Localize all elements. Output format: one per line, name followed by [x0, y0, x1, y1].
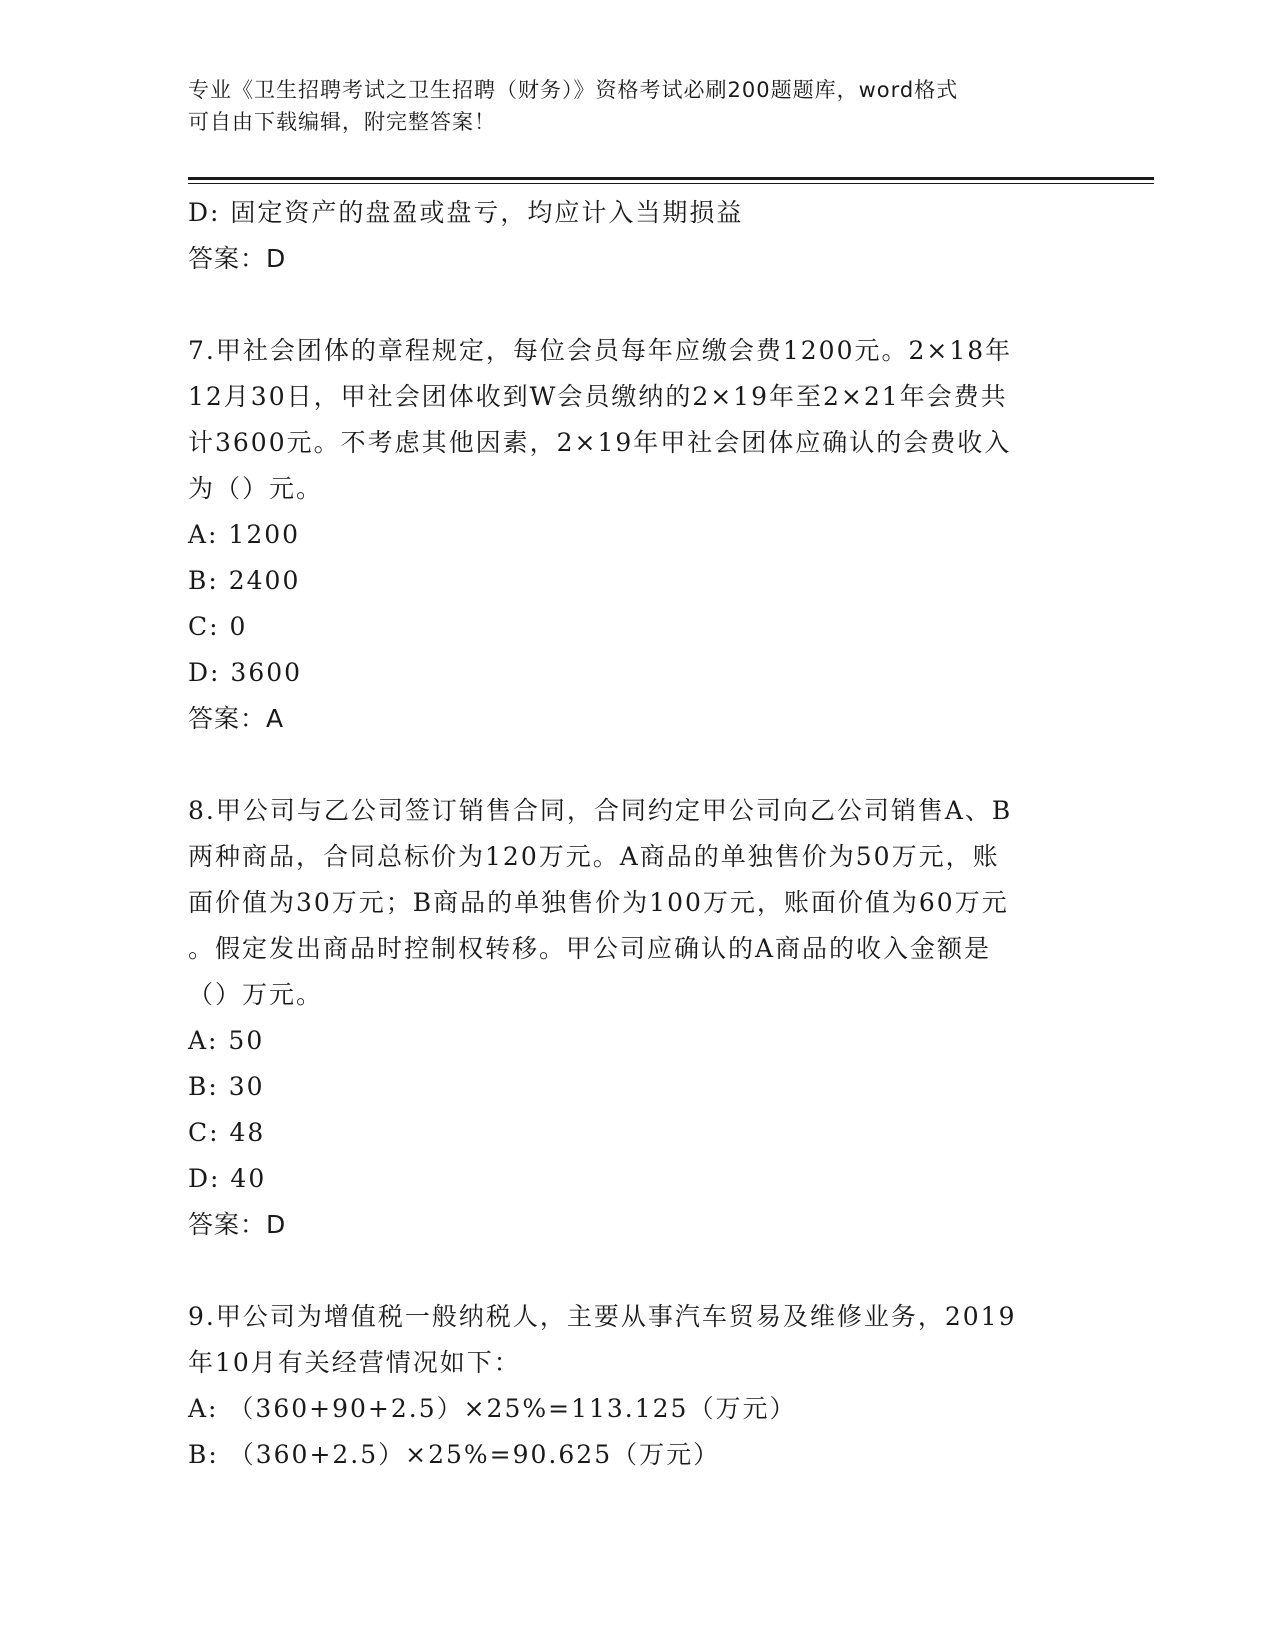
question-7 [188, 328, 1088, 742]
option-a: A: 1200 [188, 520, 301, 549]
option-a: A: （360+90+2.5）×25%=113.125（万元） [188, 1394, 797, 1423]
question-stem-line: 12月30日，甲社会团体收到W会员缴纳的2×19年至2×21年会费共 [188, 382, 1008, 411]
question-stem-line: 为（）元。 [188, 474, 324, 503]
question-stem-line: （）万元。 [188, 980, 324, 1009]
spacer [188, 282, 1088, 328]
page-header [188, 74, 1068, 138]
option-d: D: 40 [188, 1164, 267, 1193]
question-stem-line: 9.甲公司为增值税一般纳税人，主要从事汽车贸易及维修业务，2019 [188, 1302, 1017, 1331]
header-divider-thin [188, 183, 1154, 184]
document-body [188, 190, 1088, 1478]
question-stem-line: 两种商品，合同总标价为120万元。A商品的单独售价为50万元，账 [188, 842, 1000, 871]
spacer [188, 742, 1088, 788]
option-c: C: 0 [188, 612, 248, 641]
option-c: C: 48 [188, 1118, 266, 1147]
option-b: B: 30 [188, 1072, 265, 1101]
prev-question-tail [188, 190, 1088, 282]
header-divider-thick [188, 177, 1154, 180]
question-stem-line: 计3600元。不考虑其他因素，2×19年甲社会团体应确认的会费收入 [188, 428, 1012, 457]
question-stem-line: 年10月有关经营情况如下： [188, 1348, 521, 1377]
option-d: D: 固定资产的盘盈或盘亏，均应计入当期损益 [188, 198, 744, 227]
answer-line: 答案：D [188, 1210, 287, 1239]
question-9 [188, 1294, 1088, 1478]
answer-line: 答案：D [188, 244, 287, 273]
header-line-1: 专业《卫生招聘考试之卫生招聘（财务）》资格考试必刷200题题库，word格式 [188, 78, 959, 102]
option-d: D: 3600 [188, 658, 303, 687]
option-b: B: （360+2.5）×25%=90.625（万元） [188, 1440, 721, 1469]
question-8 [188, 788, 1088, 1248]
question-stem-line: 。假定发出商品时控制权转移。甲公司应确认的A商品的收入金额是 [188, 934, 992, 963]
option-b: B: 2400 [188, 566, 301, 595]
answer-line: 答案：A [188, 704, 285, 733]
question-stem-line: 8.甲公司与乙公司签订销售合同，合同约定甲公司向乙公司销售A、B [188, 796, 1013, 825]
question-stem-line: 7.甲社会团体的章程规定，每位会员每年应缴会费1200元。2×18年 [188, 336, 1013, 365]
option-a: A: 50 [188, 1026, 265, 1055]
question-stem-line: 面价值为30万元；B商品的单独售价为100万元，账面价值为60万元 [188, 888, 1009, 917]
header-line-2: 可自由下载编辑，附完整答案！ [188, 110, 496, 134]
spacer [188, 1248, 1088, 1294]
